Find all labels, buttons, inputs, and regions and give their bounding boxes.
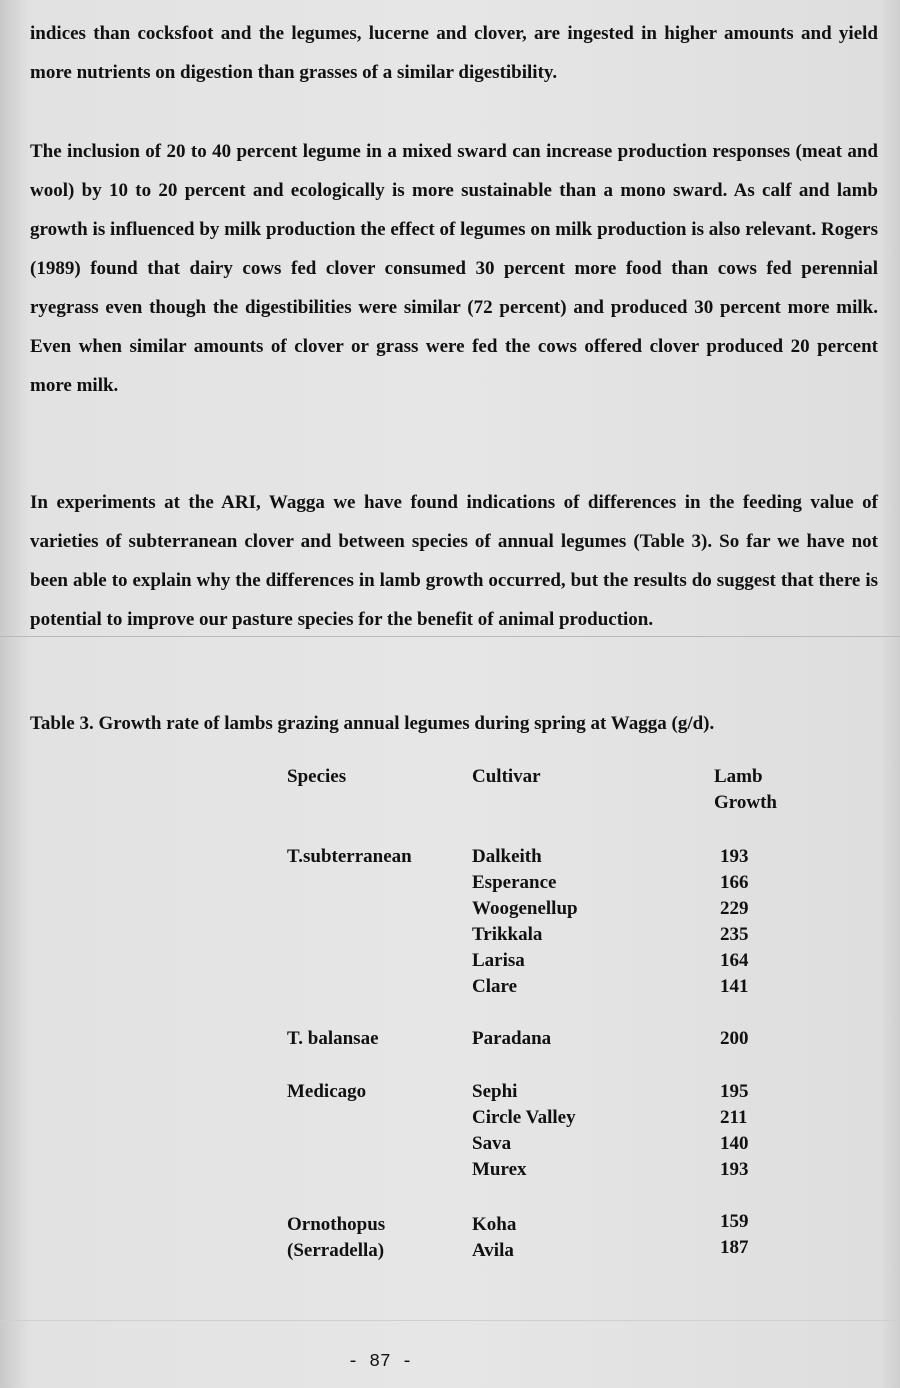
scan-fold-line (0, 636, 900, 637)
scan-bottom-line (0, 1320, 900, 1321)
cultivar-cell: Murex (472, 1159, 527, 1180)
paragraph-experiments: In experiments at the ARI, Wagga we have found indications of differences in the feeding value of varieties of subterranean clover and between species of annual legumes (Table 3). So far we have not been able to explain why the differences in lamb growth occurred, but the results do suggest that there is potential to improve our pasture species for the benefit of animal production. (30, 492, 878, 630)
growth-cell: 235 (720, 924, 749, 945)
cultivar-cell: Koha (472, 1214, 517, 1235)
page-number: - 87 - (347, 1352, 413, 1372)
growth-cell: 166 (720, 872, 749, 893)
cultivar-cell: Esperance (472, 872, 557, 893)
paragraph-ingestion: indices than cocksfoot and the legumes, lucerne and clover, are ingested in higher amounts and yield more nutrients on digestion than grasses of a similar digestibility. (30, 23, 878, 83)
growth-cell: 159 (720, 1211, 749, 1232)
growth-cell: 211 (720, 1107, 748, 1128)
cultivar-cell: Dalkeith (472, 846, 542, 867)
growth-cell: 195 (720, 1081, 749, 1102)
growth-cell: 193 (720, 1159, 749, 1180)
species-label: T. balansae (287, 1028, 379, 1049)
species-label: T.subterranean (287, 846, 412, 867)
cultivar-cell: Trikkala (472, 924, 543, 945)
growth-cell: 193 (720, 846, 749, 867)
growth-cell: 200 (720, 1028, 749, 1049)
growth-cell: 229 (720, 898, 749, 919)
cultivar-cell: Circle Valley (472, 1107, 576, 1128)
species-label: (Serradella) (287, 1240, 385, 1261)
growth-cell: 141 (720, 976, 749, 997)
cultivar-cell: Avila (472, 1240, 514, 1261)
cultivar-cell: Woogenellup (472, 898, 578, 919)
table-caption: Table 3. Growth rate of lambs grazing annual legumes during spring at Wagga (g/d). (30, 713, 715, 734)
cultivar-cell: Clare (472, 976, 518, 997)
growth-cell: 164 (720, 950, 749, 971)
paragraph-legume-inclusion: The inclusion of 20 to 40 percent legume in a mixed sward can increase production responses (meat and wool) by 10 to 20 percent and ecologically is more sustainable than a mono sward. As calf and lamb growth is influenced by milk production the effect of legumes on milk production is also relevant. Rogers (1989) found that dairy cows fed clover consumed 30 percent more food than cows fed perennial ryegrass even though the digestibilities were similar (72 percent) and produced 30 percent more milk. Even when similar amounts of clover or grass were fed the cows offered clover produced 20 percent more milk. (30, 141, 878, 396)
species-label: Medicago (287, 1081, 367, 1102)
header-lamb-growth-line1: Lamb (714, 766, 763, 787)
cultivar-cell: Paradana (472, 1028, 552, 1049)
species-label: Ornothopus (287, 1214, 386, 1235)
header-species: Species (287, 766, 347, 787)
growth-cell: 140 (720, 1133, 749, 1154)
header-cultivar: Cultivar (472, 766, 541, 787)
cultivar-cell: Larisa (472, 950, 525, 971)
cultivar-cell: Sephi (472, 1081, 518, 1102)
header-lamb-growth (714, 764, 794, 816)
growth-cell: 187 (720, 1237, 749, 1258)
header-lamb-growth-line2: Growth (714, 792, 777, 813)
cultivar-cell: Sava (472, 1133, 512, 1154)
